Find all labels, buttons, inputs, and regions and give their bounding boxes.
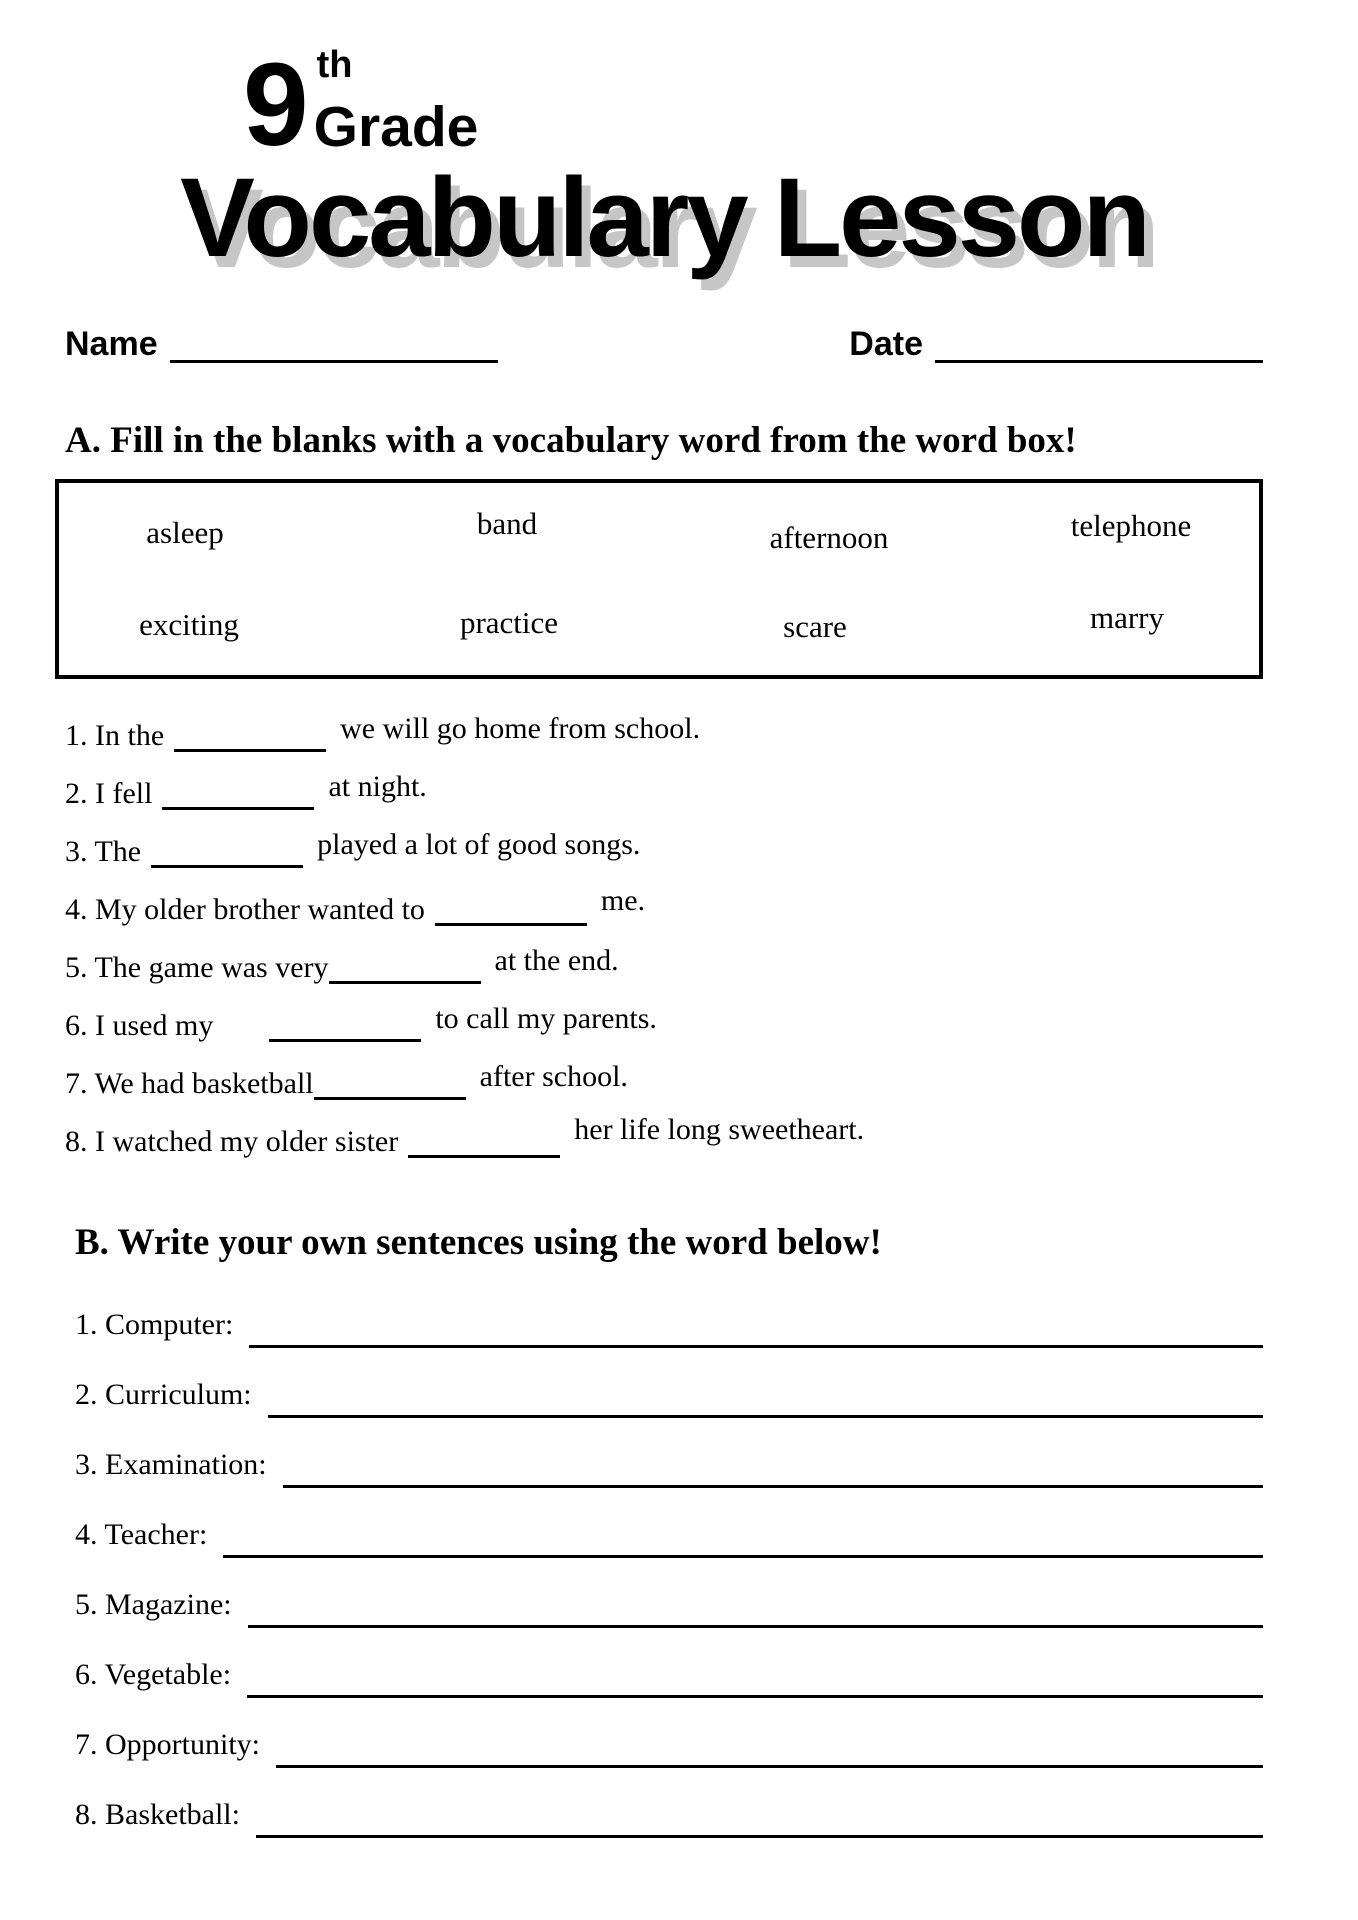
fill-blank-sentence (65, 769, 1263, 816)
fill-blank-sentence (65, 711, 1263, 758)
writing-line[interactable] (268, 1415, 1263, 1418)
answer-blank[interactable] (269, 1039, 421, 1042)
writing-line[interactable] (276, 1765, 1263, 1768)
grade-suffix: th (316, 44, 353, 86)
own-sentence-item (75, 1518, 1263, 1558)
fill-blank-sentences (65, 711, 1263, 1164)
answer-blank[interactable] (174, 749, 326, 752)
writing-line[interactable] (256, 1835, 1263, 1838)
own-sentence-label: 7. Opportunity: (75, 1728, 260, 1762)
sentence-text: 2. I fell (65, 776, 153, 810)
sentence-text: 1. In the (65, 718, 165, 752)
grade-side (313, 44, 479, 159)
fill-blank-sentence (65, 1001, 1263, 1048)
word-box-word: scare (783, 608, 847, 644)
own-sentence-label: 3. Examination: (75, 1448, 267, 1482)
sentence-text: 5. The game was very (65, 950, 329, 984)
own-sentence-list (65, 1308, 1263, 1838)
section-a-heading: A. Fill in the blanks with a vocabulary word from the word box! (65, 419, 1077, 461)
sentence-text-after: at the end. (494, 943, 619, 977)
grade-word: Grade (313, 95, 479, 159)
own-sentence-item (75, 1658, 1263, 1698)
answer-blank[interactable] (162, 807, 314, 810)
own-sentence-label: 8. Basketball: (75, 1798, 240, 1832)
name-date-row (65, 325, 1263, 364)
own-sentence-label: 2. Curriculum: (75, 1378, 252, 1412)
grade-number: 9 (243, 38, 307, 171)
sentence-text: 6. I used my (65, 1008, 214, 1042)
own-sentence-label: 4. Teacher: (75, 1518, 208, 1552)
sentence-text-after: played a lot of good songs. (317, 827, 641, 861)
own-sentence-item (75, 1728, 1263, 1768)
grade-header (243, 38, 479, 171)
answer-blank[interactable] (151, 865, 303, 868)
word-box-word: asleep (146, 514, 224, 550)
own-sentence-label: 6. Vegetable: (75, 1658, 232, 1692)
sentence-text-after: after school. (479, 1059, 628, 1093)
answer-blank[interactable] (435, 923, 587, 926)
answer-blank[interactable] (314, 1097, 466, 1100)
name-label: Name (65, 324, 158, 363)
fill-blank-sentence (65, 827, 1263, 874)
word-box (55, 479, 1263, 679)
fill-blank-sentence (65, 1059, 1263, 1106)
fill-blank-sentence (65, 943, 1263, 990)
writing-line[interactable] (248, 1625, 1263, 1628)
sentence-text: 3. The (65, 834, 142, 868)
own-sentence-item (75, 1448, 1263, 1488)
name-input-line[interactable] (170, 360, 498, 363)
sentence-text: 8. I watched my older sister (65, 1124, 399, 1158)
own-sentence-item (75, 1588, 1263, 1628)
answer-blank[interactable] (329, 981, 481, 984)
word-box-word: telephone (1070, 507, 1192, 543)
fill-blank-sentence (65, 883, 1263, 932)
sentence-text-after: we will go home from school. (340, 711, 701, 745)
word-box-word: band (476, 505, 538, 541)
sentence-text: 4. My older brother wanted to (65, 892, 425, 926)
word-box-word: afternoon (769, 519, 889, 555)
writing-line[interactable] (247, 1695, 1263, 1698)
writing-line[interactable] (249, 1345, 1263, 1348)
word-box-word: exciting (139, 606, 239, 642)
sentence-text: 7. We had basketball (65, 1066, 314, 1100)
sentence-text-after: to call my parents. (435, 1001, 657, 1035)
sentence-text-after: her life long sweetheart. (574, 1112, 865, 1146)
own-sentence-label: 5. Magazine: (75, 1588, 232, 1622)
writing-line[interactable] (223, 1555, 1263, 1558)
own-sentence-label: 1. Computer: (75, 1308, 234, 1342)
name-field-group (65, 325, 498, 364)
own-sentence-item (75, 1798, 1263, 1838)
own-sentence-item (75, 1308, 1263, 1348)
writing-line[interactable] (283, 1485, 1263, 1488)
date-label: Date (849, 324, 923, 363)
word-box-word: marry (1089, 599, 1165, 635)
date-field-group (849, 325, 1263, 364)
fill-blank-sentence (65, 1112, 1263, 1164)
answer-blank[interactable] (408, 1155, 560, 1158)
page-title: Vocabulary Lesson (180, 154, 1148, 280)
word-box-word: practice (459, 604, 559, 640)
own-sentence-item (75, 1378, 1263, 1418)
sentence-text-after: me. (600, 883, 646, 917)
section-b-heading: B. Write your own sentences using the word below! (75, 1221, 882, 1263)
date-input-line[interactable] (935, 360, 1263, 363)
sentence-text-after: at night. (328, 769, 427, 803)
